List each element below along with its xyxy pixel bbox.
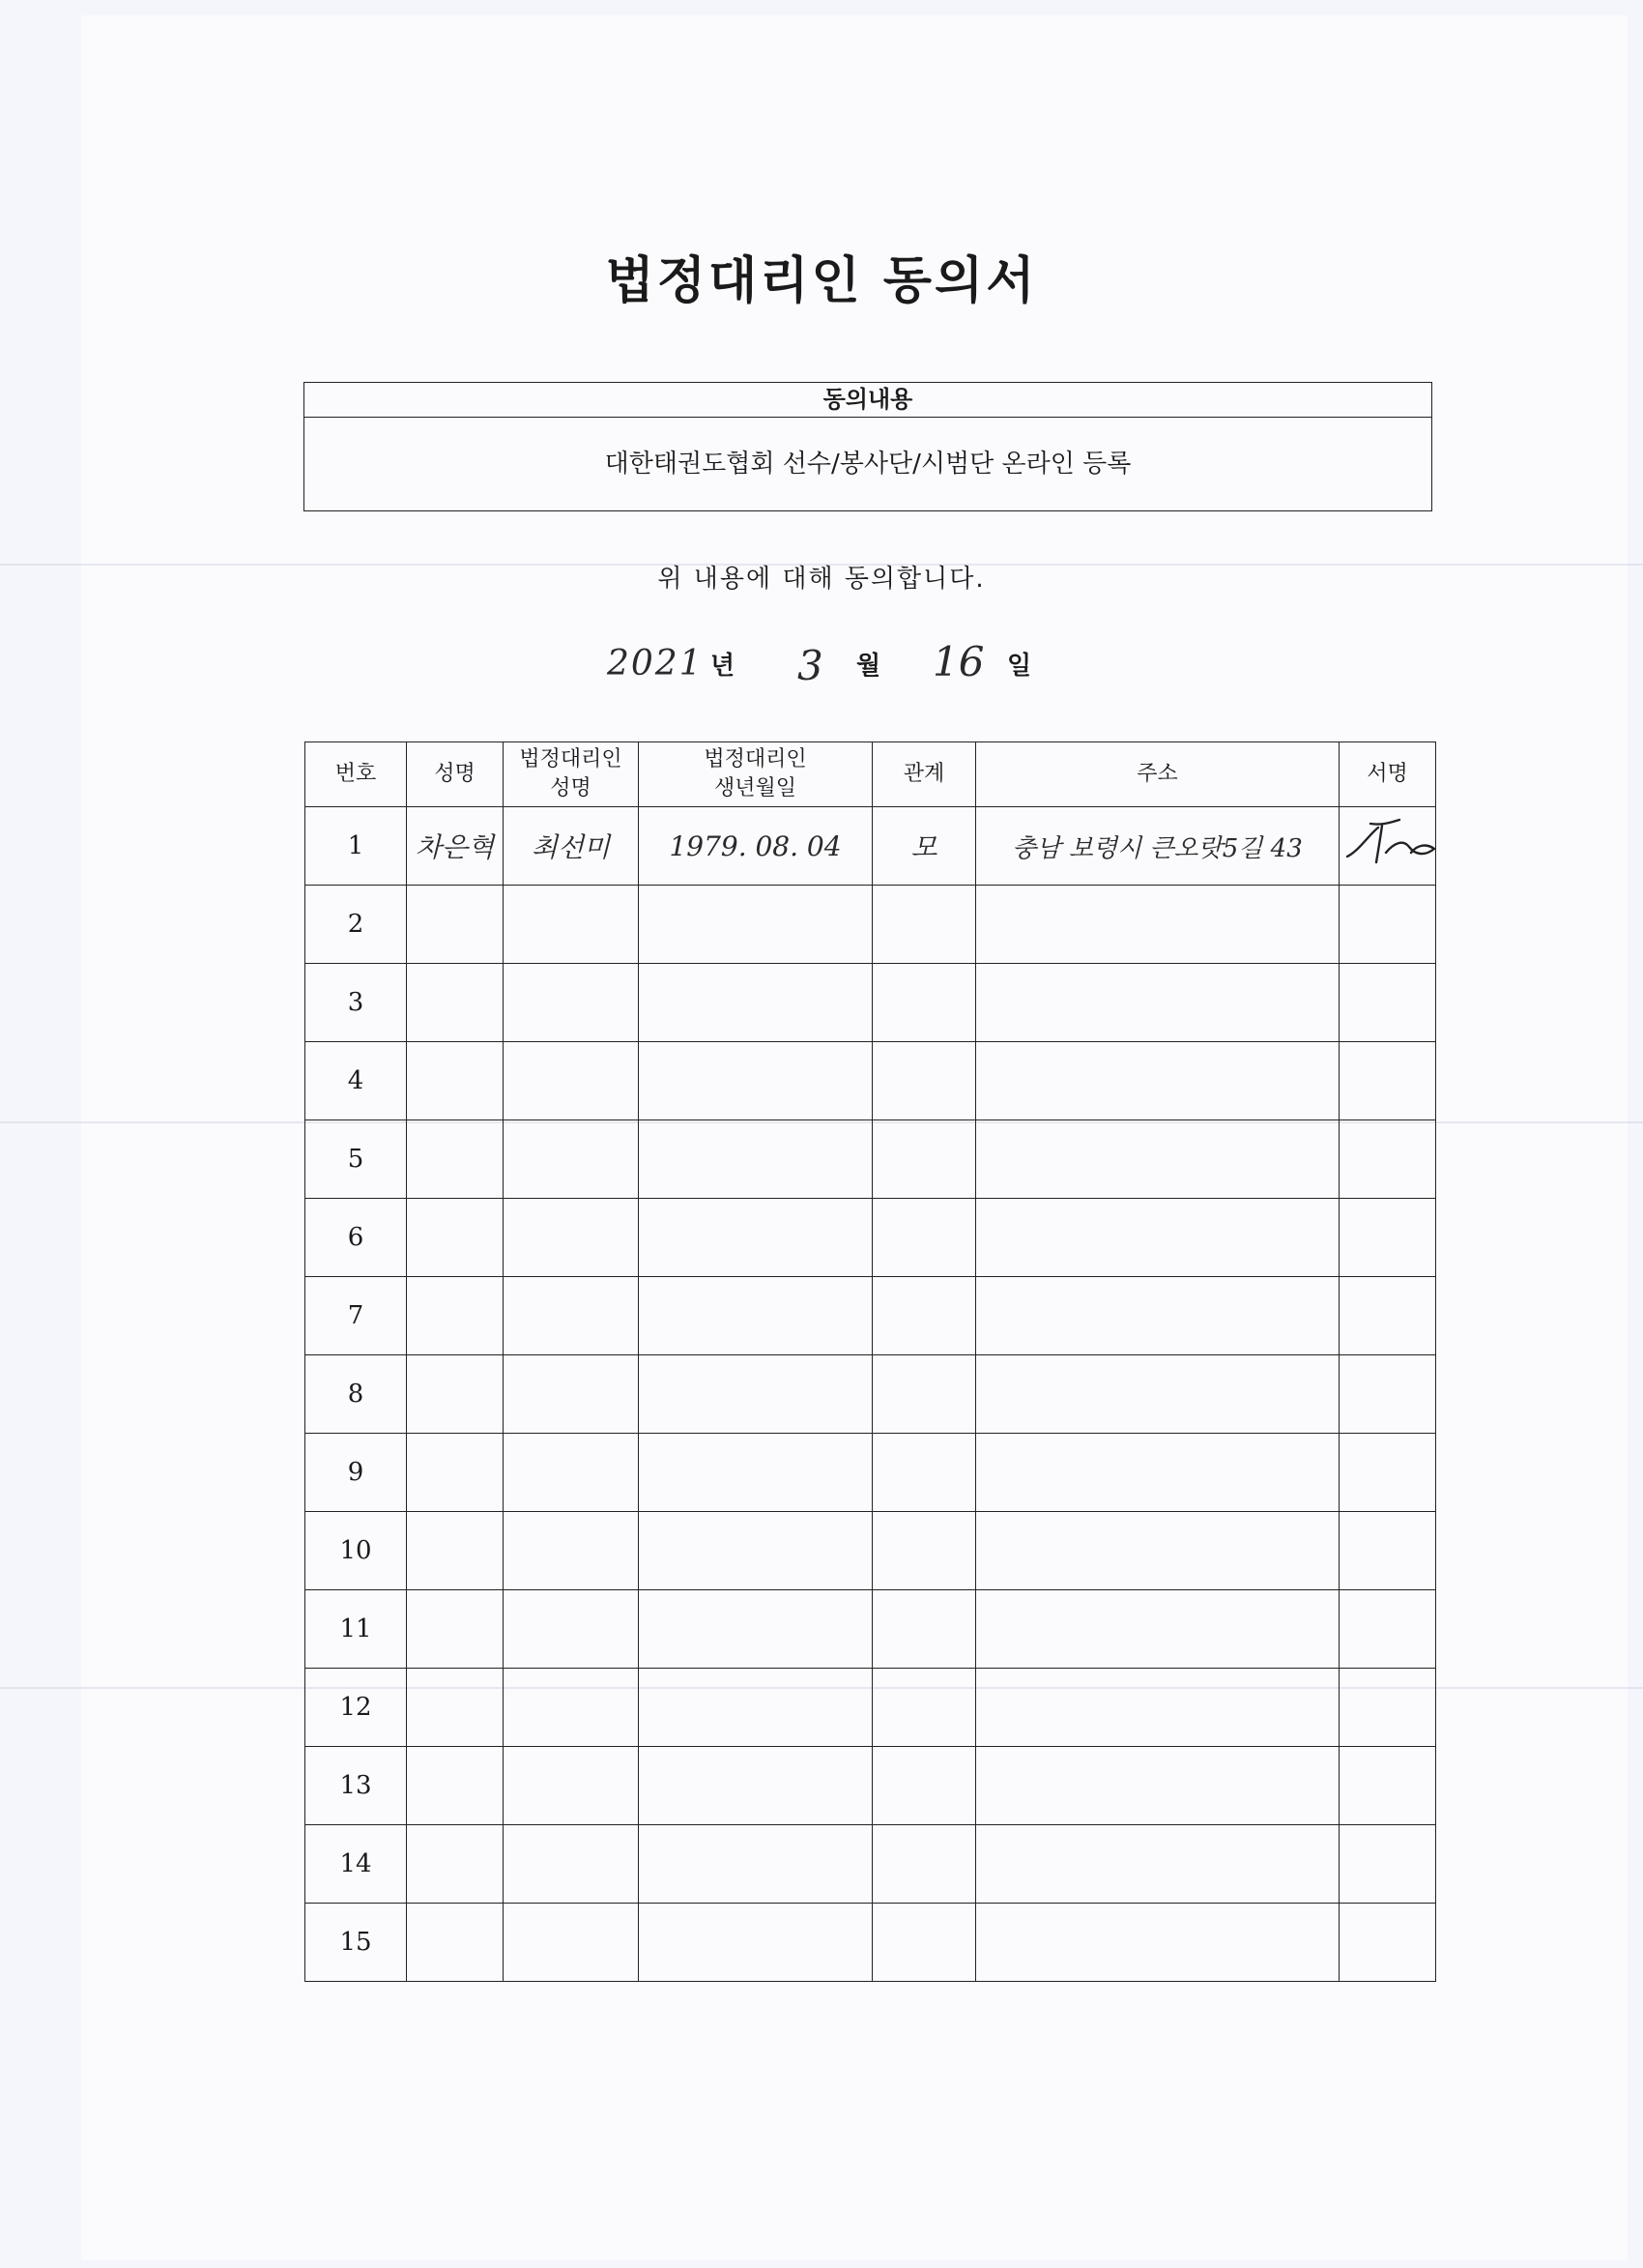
date-day: 16 <box>933 638 985 685</box>
month-label: 월 <box>856 652 881 681</box>
consent-box <box>303 382 1432 511</box>
consent-content: 대한태권도협회 선수/봉사단/시범단 온라인 등록 <box>604 450 1132 479</box>
row-number: 7 <box>305 1277 407 1355</box>
table-row <box>305 1199 1436 1277</box>
row-number: 5 <box>305 1120 407 1199</box>
table-row <box>305 1825 1436 1904</box>
table-row <box>305 1120 1436 1199</box>
header-number: 번호 <box>305 742 407 807</box>
header-guardian-name <box>504 742 639 807</box>
table-row <box>305 1042 1436 1120</box>
row-number: 6 <box>305 1199 407 1277</box>
table-row <box>305 886 1436 964</box>
header-name: 성명 <box>407 742 504 807</box>
agreement-statement: 위 내용에 대해 동의합니다. <box>657 565 986 594</box>
row-number: 11 <box>305 1590 407 1669</box>
document-title: 법정대리인 동의서 <box>605 252 1038 310</box>
header-address: 주소 <box>976 742 1340 807</box>
header-guardian-birth <box>639 742 873 807</box>
table-header-row <box>305 742 1436 807</box>
table-row <box>305 1277 1436 1355</box>
header-guardian-name-line1: 법정대리인 <box>519 747 622 771</box>
table-row <box>305 1747 1436 1825</box>
table-row <box>305 807 1436 886</box>
row-number: 2 <box>305 886 407 964</box>
table-row <box>305 1669 1436 1747</box>
row-number: 13 <box>305 1747 407 1825</box>
table-row <box>305 964 1436 1042</box>
header-guardian-name-line2: 성명 <box>550 776 591 800</box>
year-label: 년 <box>710 652 735 681</box>
date-line <box>0 638 1643 696</box>
row-number: 4 <box>305 1042 407 1120</box>
table-row <box>305 1355 1436 1434</box>
row-number: 15 <box>305 1904 407 1982</box>
table-row <box>305 1590 1436 1669</box>
row-number: 12 <box>305 1669 407 1747</box>
date-year: 2021 <box>607 644 704 683</box>
header-relation: 관계 <box>873 742 976 807</box>
row-guardian-birth: 1979. 08. 04 <box>639 807 873 886</box>
row-address: 충남 보령시 큰오랏5길 43 <box>976 807 1340 886</box>
row-name: 차은혁 <box>407 807 504 886</box>
table-row <box>305 1512 1436 1590</box>
row-relation: 모 <box>873 807 976 886</box>
row-guardian-name: 최선미 <box>504 807 639 886</box>
row-number: 10 <box>305 1512 407 1590</box>
consent-header: 동의내용 <box>304 383 1431 418</box>
date-month: 3 <box>797 642 823 689</box>
row-number: 14 <box>305 1825 407 1904</box>
row-signature <box>1340 807 1436 886</box>
table-row <box>305 1434 1436 1512</box>
row-number: 9 <box>305 1434 407 1512</box>
row-number: 3 <box>305 964 407 1042</box>
header-guardian-birth-line1: 법정대리인 <box>704 747 807 771</box>
handwritten-signature <box>1340 814 1436 872</box>
row-number: 1 <box>305 807 407 886</box>
day-label: 일 <box>1007 652 1032 681</box>
header-guardian-birth-line2: 생년월일 <box>713 776 796 800</box>
table-row <box>305 1904 1436 1982</box>
header-signature: 서명 <box>1340 742 1436 807</box>
row-number: 8 <box>305 1355 407 1434</box>
guardian-table <box>304 741 1436 1982</box>
